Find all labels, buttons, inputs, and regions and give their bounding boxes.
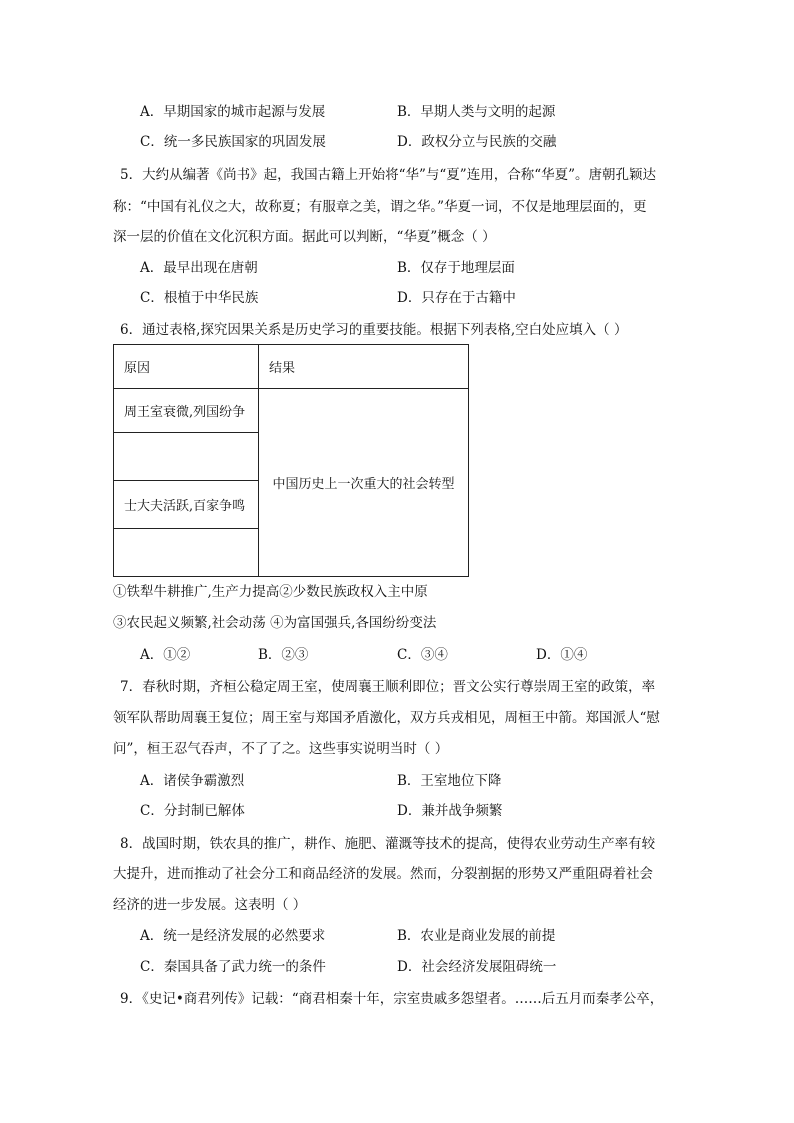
table-cause-row-4-blank	[114, 529, 259, 577]
q7-stem-line-2: 领军队帮助周襄王复位；周王室与郑国矛盾激化，双方兵戎相见，周桓王中箭。郑国派人“慰	[113, 710, 660, 726]
q8-stem-line-3: 经济的进一步发展。这表明（ ）	[113, 897, 307, 913]
q6-items-line-2: ③农民起义频繁,社会动荡 ④为富国强兵,各国纷纷变法	[113, 615, 437, 631]
q4-option-d: D．政权分立与民族的交融	[397, 134, 557, 150]
q8-stem-line-1: 8．战国时期，铁农具的推广，耕作、施肥、灌溉等技术的提高，使得农业劳动生产率有较	[120, 836, 656, 852]
q6-option-a: A．①②	[140, 647, 191, 663]
q5-stem-line-1: 5．大约从编著《尚书》起，我国古籍上开始将“华”与“夏”连用，合称“华夏”。唐朝孔颖达	[120, 167, 656, 183]
cause-effect-table	[113, 344, 469, 577]
q5-stem-line-3: 深一层的价值在文化沉积方面。据此可以判断，“华夏”概念（ ）	[113, 229, 496, 245]
q8-option-d: D．社会经济发展阻碍统一	[397, 959, 557, 975]
q7-option-a: A．诸侯争霸激烈	[140, 773, 245, 789]
q4-option-b: B．早期人类与文明的起源	[397, 104, 556, 120]
q5-option-d: D．只存在于古籍中	[397, 290, 516, 306]
q9-stem-line-1: 9．《史记•商君列传》记载：“商君相秦十年，宗室贵戚多怨望者。……后五月而秦孝公卒，	[120, 991, 664, 1007]
table-cause-row-2-blank	[114, 433, 259, 481]
table-cause-row-3: 士大夫活跃,百家争鸣	[114, 481, 259, 529]
q7-option-d: D．兼并战争频繁	[397, 803, 503, 819]
q7-stem-line-1: 7．春秋时期，齐桓公稳定周王室，使周襄王顺利即位；晋文公实行尊崇周王室的政策，率	[120, 679, 656, 695]
q7-option-b: B．王室地位下降	[397, 773, 502, 789]
q8-stem-line-2: 大提升，进而推动了社会分工和商品经济的发展。然而，分裂割据的形势又严重阻碍着社会	[113, 866, 653, 882]
q7-option-c: C．分封制已解体	[140, 803, 245, 819]
q5-option-b: B．仅存于地理层面	[397, 260, 515, 276]
q8-option-b: B．农业是商业发展的前提	[397, 928, 556, 944]
table-result-cell: 中国历史上一次重大的社会转型	[259, 389, 469, 577]
q5-option-a: A．最早出现在唐朝	[140, 260, 258, 276]
q6-stem: 6．通过表格,探究因果关系是历史学习的重要技能。根据下列表格,空白处应填入（ ）	[120, 322, 628, 338]
q4-option-c: C．统一多民族国家的巩固发展	[140, 134, 326, 150]
table-header-result: 结果	[259, 345, 469, 389]
q6-option-d: D．①④	[536, 647, 588, 663]
q6-option-c: C．③④	[397, 647, 448, 663]
q5-option-c: C．根植于中华民族	[140, 290, 259, 306]
table-header-cause: 原因	[114, 345, 259, 389]
q6-items-line-1: ①铁犁牛耕推广,生产力提高②少数民族政权入主中原	[113, 584, 428, 600]
q6-option-b: B．②③	[258, 647, 309, 663]
q7-stem-line-3: 问”，桓王忍气吞声，不了了之。这些事实说明当时（ ）	[113, 741, 449, 757]
q8-option-a: A．统一是经济发展的必然要求	[140, 928, 326, 944]
q5-stem-line-2: 称：“中国有礼仪之大，故称夏；有服章之美，谓之华。”华夏一词，不仅是地理层面的，更	[113, 199, 647, 215]
q4-option-a: A．早期国家的城市起源与发展	[140, 104, 326, 120]
table-cause-row-1: 周王室衰微,列国纷争	[114, 389, 259, 433]
q8-option-c: C．秦国具备了武力统一的条件	[140, 959, 326, 975]
